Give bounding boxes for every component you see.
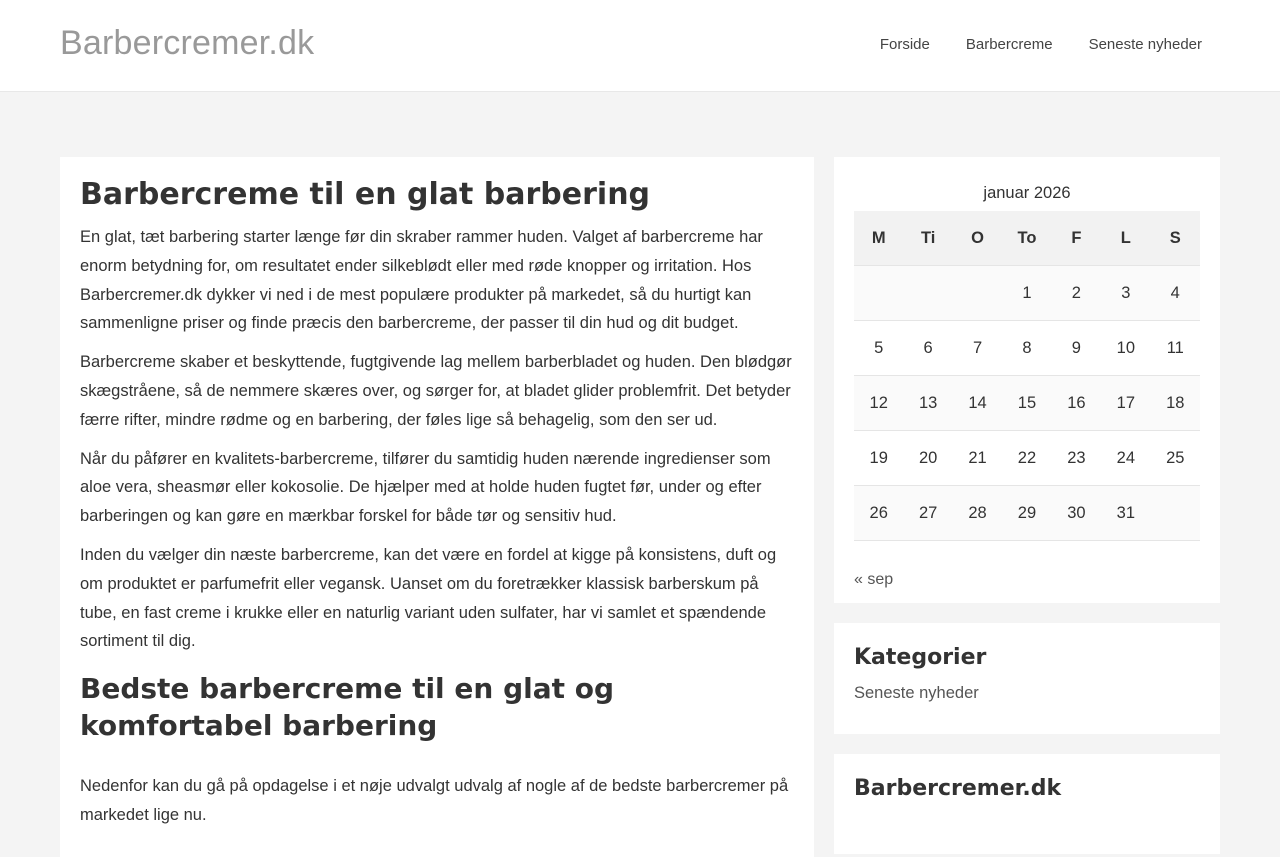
site-title-link[interactable]: Barbercremer.dk (60, 24, 315, 62)
calendar-widget (834, 157, 1220, 603)
calendar-day: 12 (854, 376, 903, 431)
calendar-day (1151, 486, 1200, 541)
article-paragraph: Nedenfor kan du gå på opdagelse i et nøje udvalgt udvalg af nogle af de bedste barbercremer på markedet lige nu. (80, 777, 789, 824)
site-header (0, 0, 1280, 92)
calendar-day: 5 (854, 321, 903, 376)
article-subheading: Bedste barbercreme til en glat og komfortabel barbering (80, 672, 615, 743)
calendar-day: 17 (1101, 376, 1150, 431)
article-paragraph: Inden du vælger din næste barbercreme, kan det være en fordel at kigge på konsistens, duft og om produktet er parfumefrit eller vegansk. Uanset om du foretrækker klassisk barberskum på tube, en fast creme i krukke eller en naturlig variant uden sulfater, har vi samlet et spændende sortiment til dig. (80, 545, 777, 651)
calendar-day: 1 (1002, 266, 1051, 321)
calendar-weekday: To (1002, 211, 1051, 266)
calendar-day: 21 (953, 431, 1002, 486)
calendar-day: 23 (1052, 431, 1101, 486)
calendar-day (953, 266, 1002, 321)
calendar-week (854, 431, 1200, 486)
article-paragraph: Barbercreme skaber et beskyttende, fugtgivende lag mellem barberbladet og huden. Den blødgør skægstråene, så de nemmere skæres over, og sørger for, at bladet glider problemfrit. Det betyder færre rifter, mindre rødme og en barbering, der føles lige så behagelig, som den ser ud. (80, 353, 792, 429)
calendar-day: 20 (903, 431, 952, 486)
calendar-prev-month-link[interactable]: « sep (854, 571, 894, 588)
calendar-day: 31 (1101, 486, 1150, 541)
calendar-day: 28 (953, 486, 1002, 541)
calendar-day: 30 (1052, 486, 1101, 541)
category-link-seneste-nyheder[interactable]: Seneste nyheder (854, 684, 979, 702)
calendar-weekday: Ti (903, 211, 952, 266)
calendar-week (854, 266, 1200, 321)
calendar-day: 7 (953, 321, 1002, 376)
calendar-day: 18 (1151, 376, 1200, 431)
calendar-weekday: O (953, 211, 1002, 266)
nav-item-barbercreme[interactable]: Barbercreme (965, 36, 1053, 53)
calendar-day (903, 266, 952, 321)
calendar-table (854, 211, 1200, 541)
categories-widget (834, 623, 1220, 734)
calendar-week (854, 321, 1200, 376)
calendar-day (854, 266, 903, 321)
main-nav (880, 36, 1202, 53)
calendar-day: 16 (1052, 376, 1101, 431)
site-widget (834, 754, 1220, 854)
calendar-day: 13 (903, 376, 952, 431)
calendar-day: 19 (854, 431, 903, 486)
calendar-day: 14 (953, 376, 1002, 431)
calendar-day: 4 (1151, 266, 1200, 321)
calendar-week (854, 376, 1200, 431)
calendar-day: 15 (1002, 376, 1051, 431)
calendar-day: 29 (1002, 486, 1051, 541)
calendar-weekday: S (1151, 211, 1200, 266)
calendar-day: 10 (1101, 321, 1150, 376)
calendar-weekday: L (1101, 211, 1150, 266)
article-paragraph: En glat, tæt barbering starter længe før din skraber rammer huden. Valget af barbercreme har enorm betydning for, om resultatet ender silkeblødt eller med røde knopper og irritation. Hos Barbercremer.dk dykker vi ned i de mest populære produkter på markedet, så du hurtigt kan sammenligne priser og finde præcis den barbercreme, der passer til din hud og dit budget. (80, 228, 763, 333)
calendar-day: 25 (1151, 431, 1200, 486)
calendar-day: 11 (1151, 321, 1200, 376)
calendar-week (854, 486, 1200, 541)
calendar-day: 27 (903, 486, 952, 541)
calendar-day: 8 (1002, 321, 1051, 376)
calendar-day: 22 (1002, 431, 1051, 486)
site-widget-title: Barbercremer.dk (854, 776, 1062, 801)
categories-title: Kategorier (854, 645, 987, 670)
article-paragraph: Når du påfører en kvalitets-barbercreme, tilfører du samtidig huden nærende ingredienser som aloe vera, sheasmør eller kokosolie. De hjælper med at holde huden fugtet før, under og efter barberingen og kan gøre en mærkbar forskel for både tør og sensitiv hud. (80, 449, 771, 526)
calendar-day: 24 (1101, 431, 1150, 486)
calendar-weekday-row (854, 211, 1200, 266)
calendar-caption: januar 2026 (983, 184, 1071, 202)
article-title: Barbercreme til en glat barbering (80, 177, 651, 212)
nav-item-forside[interactable]: Forside (879, 36, 930, 53)
calendar-day: 6 (903, 321, 952, 376)
calendar-day: 26 (854, 486, 903, 541)
nav-item-seneste-nyheder[interactable]: Seneste nyheder (1088, 36, 1202, 53)
calendar-day: 3 (1101, 266, 1150, 321)
calendar-weekday: F (1052, 211, 1101, 266)
article-content (60, 157, 814, 857)
calendar-day: 2 (1052, 266, 1101, 321)
calendar-weekday: M (854, 211, 903, 266)
calendar-day: 9 (1052, 321, 1101, 376)
